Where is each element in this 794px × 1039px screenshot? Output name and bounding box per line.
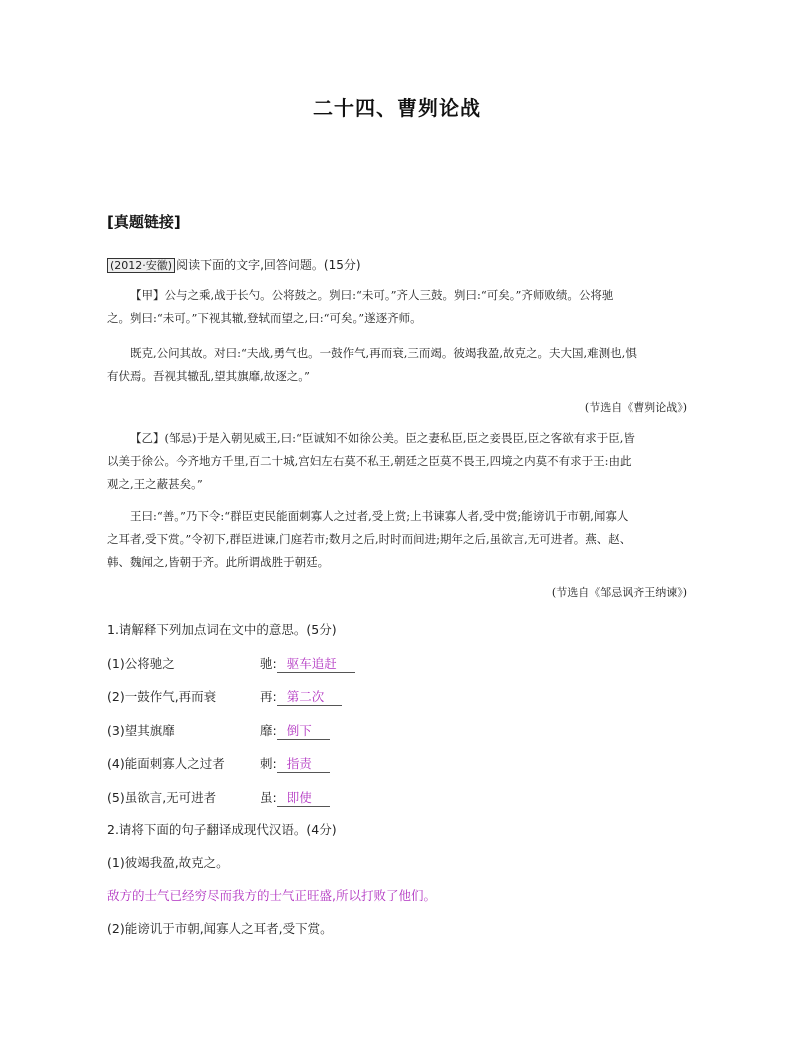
q1-item-answer: 指责 [277, 754, 330, 773]
passage-a-p1-line2: 之。刿曰:“未可。”下视其辙,登轼而望之,曰:“可矣。”遂逐齐师。 [107, 311, 422, 325]
question-2-prompt: 2.请将下面的句子翻译成现代汉语。(4分) [107, 822, 337, 837]
q1-item-phrase: (5)虽欲言,无可进者 [107, 790, 217, 805]
passage-a-paragraph-2 [107, 342, 687, 388]
q1-item-answer: 驱车追赶 [277, 654, 355, 673]
q1-item-answer-row [260, 721, 330, 740]
q1-item-answer: 第二次 [277, 687, 343, 706]
passage-b-p2-line1: 王曰:“善。”乃下令:“群臣吏民能面刺寡人之过者,受上赏;上书谏寡人者,受中赏;能谤讥于市朝,闻寡人 [130, 509, 629, 523]
passage-a-p2-line1: 既克,公问其故。对曰:“夫战,勇气也。一鼓作气,再而衰,三而竭。彼竭我盈,故克之。夫大国,难测也,惧 [130, 346, 637, 360]
q1-item-phrase: (2)一鼓作气,再而衰 [107, 689, 217, 704]
intro-line [107, 256, 361, 273]
q2-sentence-1-answer: 敌方的士气已经穷尽而我方的士气正旺盛,所以打败了他们。 [107, 888, 436, 903]
q2-sentence-1: (1)彼竭我盈,故克之。 [107, 855, 229, 870]
passage-a-p2-line2: 有伏焉。吾视其辙乱,望其旗靡,故逐之。” [107, 369, 310, 383]
q1-item-answer: 即使 [277, 788, 330, 807]
q1-item-phrase: (4)能面刺寡人之过者 [107, 756, 225, 771]
page-title: 二十四、曹刿论战 [313, 96, 481, 120]
q1-item-answer-row [260, 788, 330, 807]
q1-item-word: 虽: [260, 790, 277, 805]
q1-item-word: 驰: [260, 656, 277, 671]
passage-a-paragraph-1 [107, 284, 687, 330]
passage-b-p2-line3: 韩、魏闻之,皆朝于齐。此所谓战胜于朝廷。 [107, 555, 330, 569]
passage-b-p1-line2: 以美于徐公。今齐地方千里,百二十城,宫妇左右莫不私王,朝廷之臣莫不畏王,四境之内莫不有求于王:由此 [107, 454, 632, 468]
q1-item-answer-row [260, 754, 330, 773]
passage-b-paragraph-2 [107, 505, 687, 574]
q1-item-answer-row [260, 687, 342, 706]
q1-item-phrase: (3)望其旗靡 [107, 723, 175, 738]
intro-text: 阅读下面的文字,回答问题。(15分) [176, 258, 361, 272]
q1-item-answer-row [260, 654, 355, 673]
q1-item-answer: 倒下 [277, 721, 330, 740]
passage-a-source: (节选自《曹刿论战》) [584, 401, 687, 414]
q1-item-word: 再: [260, 689, 277, 704]
passage-b-p1-line1: 【乙】(邹忌)于是入朝见威王,曰:“臣诚知不如徐公美。臣之妻私臣,臣之妾畏臣,臣之客欲有求于臣,皆 [130, 431, 635, 445]
passage-a-p1-line1: 【甲】公与之乘,战于长勺。公将鼓之。刿曰:“未可。”齐人三鼓。刿曰:“可矣。”齐师败绩。公将驰 [130, 288, 614, 302]
section-header: [真题链接] [107, 213, 181, 231]
q1-item-word: 刺: [260, 756, 277, 771]
question-1-prompt: 1.请解释下列加点词在文中的意思。(5分) [107, 622, 337, 637]
q1-item-word: 靡: [260, 723, 277, 738]
source-tag: (2012·安徽) [107, 258, 175, 273]
q2-sentence-2: (2)能谤讥于市朝,闻寡人之耳者,受下赏。 [107, 921, 333, 936]
q1-item-phrase: (1)公将驰之 [107, 656, 175, 671]
passage-b-source: (节选自《邹忌讽齐王纳谏》) [551, 586, 687, 599]
passage-b-p2-line2: 之耳者,受下赏。”令初下,群臣进谏,门庭若市;数月之后,时时而间进;期年之后,虽欲言,无可进者。燕、赵、 [107, 532, 632, 546]
passage-b-p1-line3: 观之,王之蔽甚矣。” [107, 477, 203, 491]
passage-b-paragraph-1 [107, 427, 687, 496]
